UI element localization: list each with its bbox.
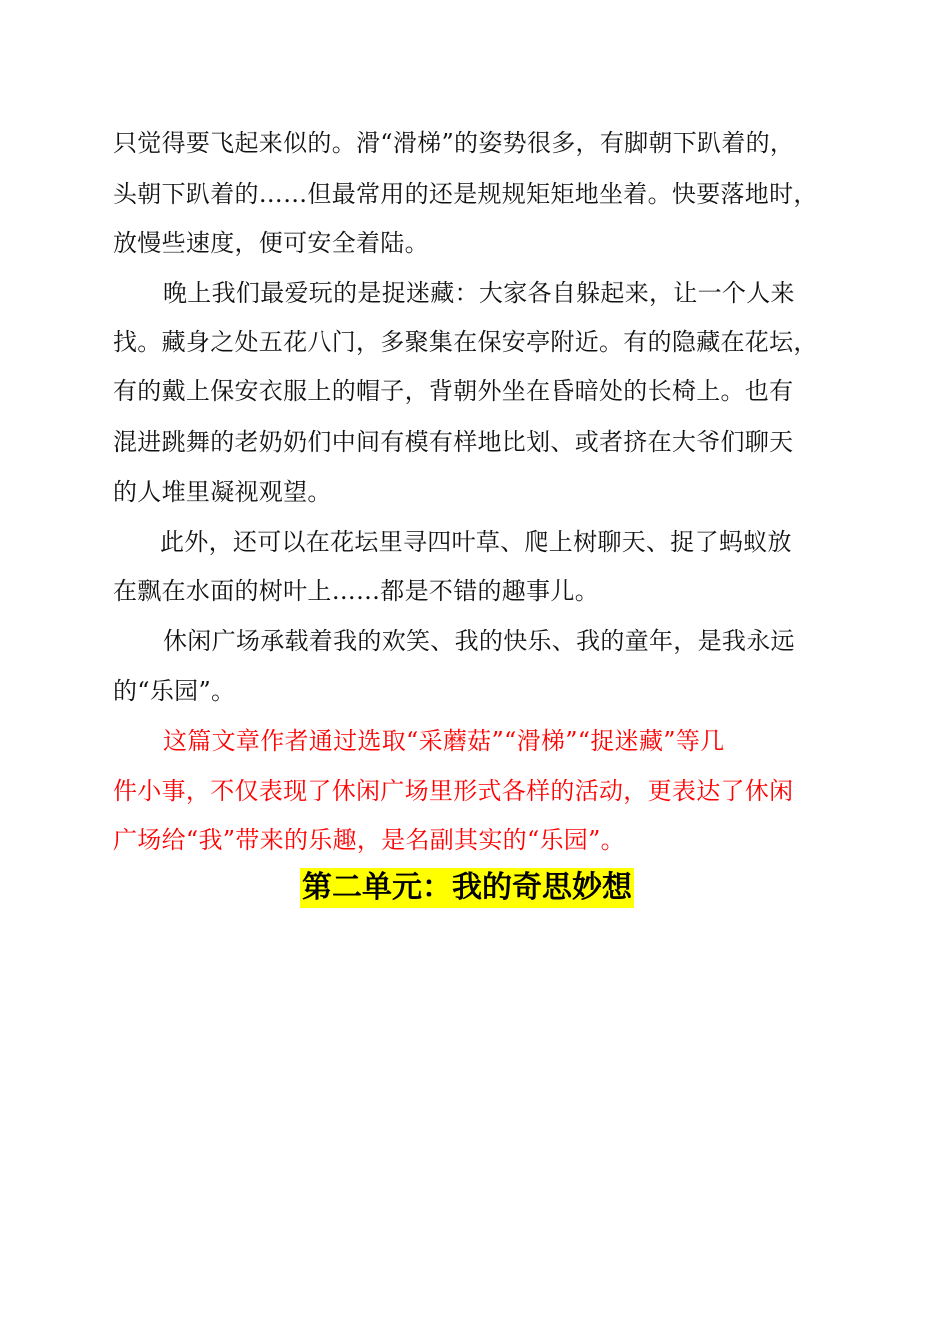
- text-line: 头朝下趴着的……但最常用的还是规规矩矩地坐着。快要落地时，: [113, 180, 818, 208]
- text-line: 的“乐园”。: [113, 677, 236, 705]
- text-line: 混进跳舞的老奶奶们中间有模有样地比划、或者挤在大爷们聊天: [113, 428, 794, 456]
- commentary-line: 这篇文章作者通过选取“采蘑菇”“滑梯”“捉迷藏”等几: [163, 727, 725, 755]
- text-line: 休闲广场承载着我的欢笑、我的快乐、我的童年，是我永远: [163, 627, 795, 655]
- text-line: 晚上我们最爱玩的是捉迷藏：大家各自躲起来，让一个人来: [163, 279, 795, 307]
- text-line: 的人堆里凝视观望。: [113, 478, 332, 506]
- commentary-line: 广场给“我”带来的乐趣，是名副其实的“乐园”。: [113, 826, 625, 854]
- text-line: 找。藏身之处五花八门，多聚集在保安亭附近。有的隐藏在花坛，: [113, 328, 818, 356]
- commentary-line: 件小事，不仅表现了休闲广场里形式各样的活动，更表达了休闲: [113, 777, 794, 805]
- text-line: 放慢些速度，便可安全着陆。: [113, 229, 429, 257]
- text-line: 在飘在水面的树叶上……都是不错的趣事儿。: [113, 577, 599, 605]
- text-line: 此外，还可以在花坛里寻四叶草、爬上树聊天、捉了蚂蚁放: [160, 528, 792, 556]
- text-line: 只觉得要飞起来似的。滑“滑梯”的姿势很多，有脚朝下趴着的，: [113, 129, 795, 157]
- unit-title: 第二单元：我的奇思妙想: [300, 868, 634, 908]
- text-line: 有的戴上保安衣服上的帽子，背朝外坐在昏暗处的长椅上。也有: [113, 377, 794, 405]
